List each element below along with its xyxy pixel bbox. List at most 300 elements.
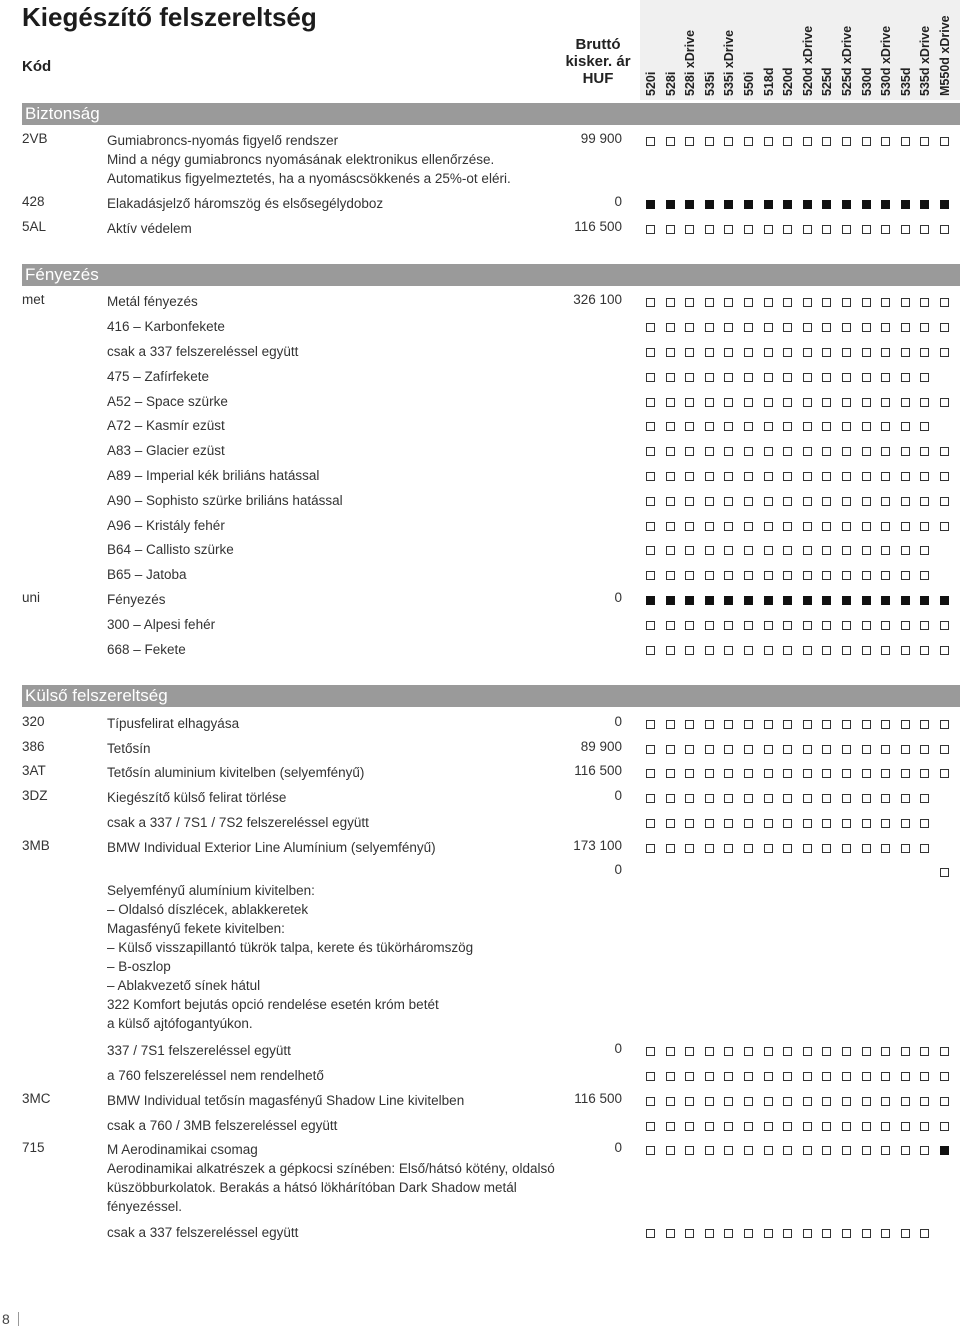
optional-mark — [724, 373, 733, 382]
availability-marks — [640, 788, 960, 807]
optional-mark — [705, 745, 714, 754]
option-description: Metál fényezés — [107, 294, 198, 309]
optional-mark — [901, 1047, 910, 1056]
optional-mark — [705, 373, 714, 382]
color-option: A52 – Space szürke — [107, 394, 228, 409]
optional-mark — [666, 769, 675, 778]
availability-marks — [640, 491, 960, 510]
color-option: csak a 337 felszereléssel együtt — [107, 344, 299, 359]
availability-marks — [640, 590, 960, 609]
optional-mark — [803, 794, 812, 803]
optional-mark — [724, 571, 733, 580]
optional-mark — [783, 497, 792, 506]
standard-mark — [822, 596, 831, 605]
optional-mark — [862, 1146, 871, 1155]
section-bar-biztonsag — [22, 103, 960, 125]
optional-mark — [705, 497, 714, 506]
optional-mark — [724, 1122, 733, 1131]
optional-mark — [685, 720, 694, 729]
optional-mark — [685, 819, 694, 828]
optional-mark — [744, 472, 753, 481]
optional-mark — [705, 137, 714, 146]
optional-mark — [705, 298, 714, 307]
optional-mark — [862, 646, 871, 655]
optional-mark — [901, 1122, 910, 1131]
optional-mark — [920, 1072, 929, 1081]
optional-mark — [940, 398, 949, 407]
optional-mark — [783, 819, 792, 828]
optional-mark — [920, 546, 929, 555]
optional-mark — [822, 323, 831, 332]
optional-mark — [783, 1122, 792, 1131]
optional-mark — [744, 621, 753, 630]
optional-mark — [764, 323, 773, 332]
optional-mark — [881, 447, 890, 456]
optional-mark — [705, 546, 714, 555]
optional-mark — [764, 225, 773, 234]
optional-mark — [862, 137, 871, 146]
optional-mark — [822, 571, 831, 580]
optional-mark — [901, 1146, 910, 1155]
optional-mark — [724, 794, 733, 803]
optional-mark — [862, 745, 871, 754]
standard-mark — [901, 596, 910, 605]
optional-mark — [803, 225, 812, 234]
section-title: Külső felszereltség — [25, 686, 168, 705]
option-description: Fényezés — [107, 592, 166, 607]
optional-mark — [862, 546, 871, 555]
optional-mark — [842, 621, 851, 630]
optional-mark — [940, 323, 949, 332]
optional-mark — [822, 745, 831, 754]
optional-mark — [940, 1122, 949, 1131]
optional-mark — [881, 1072, 890, 1081]
optional-mark — [724, 225, 733, 234]
option-price: 0 — [614, 1140, 622, 1155]
optional-mark — [901, 720, 910, 729]
availability-marks — [640, 739, 960, 758]
optional-mark — [940, 1047, 949, 1056]
optional-mark — [842, 844, 851, 853]
optional-mark — [901, 1229, 910, 1238]
optional-mark — [881, 348, 890, 357]
optional-mark — [705, 769, 714, 778]
optional-mark — [901, 298, 910, 307]
optional-mark — [822, 621, 831, 630]
optional-mark — [881, 745, 890, 754]
availability-marks — [640, 1223, 960, 1242]
standard-mark — [685, 200, 694, 209]
standard-mark — [862, 200, 871, 209]
optional-mark — [940, 298, 949, 307]
optional-mark — [744, 819, 753, 828]
option-description: Kiegészítő külső felirat törlése — [107, 790, 287, 805]
optional-mark — [881, 844, 890, 853]
optional-mark — [666, 1229, 675, 1238]
optional-mark — [901, 373, 910, 382]
optional-mark — [901, 794, 910, 803]
optional-mark — [724, 398, 733, 407]
optional-mark — [862, 1229, 871, 1238]
availability-marks — [640, 131, 960, 150]
optional-mark — [842, 1229, 851, 1238]
standard-mark — [842, 200, 851, 209]
optional-mark — [920, 1047, 929, 1056]
optional-mark — [862, 472, 871, 481]
optional-mark — [842, 1047, 851, 1056]
price-header-line: kisker. ár — [565, 53, 631, 70]
optional-mark — [705, 225, 714, 234]
optional-mark — [842, 720, 851, 729]
optional-mark — [724, 298, 733, 307]
optional-mark — [685, 745, 694, 754]
optional-mark — [920, 497, 929, 506]
optional-mark — [646, 522, 655, 531]
standard-mark — [646, 200, 655, 209]
optional-mark — [862, 373, 871, 382]
optional-mark — [685, 1122, 694, 1131]
optional-mark — [705, 472, 714, 481]
optional-mark — [685, 1097, 694, 1106]
optional-mark — [803, 546, 812, 555]
optional-mark — [764, 472, 773, 481]
optional-mark — [744, 1097, 753, 1106]
optional-mark — [901, 323, 910, 332]
optional-mark — [901, 1097, 910, 1106]
standard-mark — [862, 596, 871, 605]
optional-mark — [705, 720, 714, 729]
optional-mark — [666, 373, 675, 382]
option-code: 428 — [22, 194, 45, 209]
optional-mark — [666, 447, 675, 456]
optional-mark — [901, 348, 910, 357]
availability-marks — [640, 714, 960, 733]
optional-mark — [881, 422, 890, 431]
availability-marks — [640, 615, 960, 634]
optional-mark — [646, 546, 655, 555]
optional-mark — [724, 137, 733, 146]
optional-mark — [744, 348, 753, 357]
availability-marks — [640, 516, 960, 535]
optional-mark — [666, 720, 675, 729]
optional-mark — [666, 472, 675, 481]
optional-mark — [862, 348, 871, 357]
optional-mark — [842, 1097, 851, 1106]
optional-mark — [940, 745, 949, 754]
availability-marks — [640, 565, 960, 584]
optional-mark — [764, 819, 773, 828]
optional-mark — [783, 844, 792, 853]
optional-mark — [881, 571, 890, 580]
optional-mark — [783, 646, 792, 655]
optional-mark — [666, 1072, 675, 1081]
optional-mark — [783, 323, 792, 332]
optional-mark — [842, 137, 851, 146]
availability-marks — [640, 441, 960, 460]
availability-marks — [640, 838, 960, 857]
option-code: 3MB — [22, 838, 50, 853]
optional-mark — [881, 137, 890, 146]
page-number-divider — [18, 1312, 19, 1326]
optional-mark — [822, 720, 831, 729]
code-column-header: Kód — [22, 58, 52, 75]
color-option: B64 – Callisto szürke — [107, 542, 234, 557]
optional-mark — [685, 1229, 694, 1238]
model-column-header: 535i xDrive — [722, 29, 737, 96]
optional-mark — [724, 497, 733, 506]
optional-mark — [685, 844, 694, 853]
optional-mark — [842, 819, 851, 828]
optional-mark — [705, 646, 714, 655]
optional-mark — [685, 1047, 694, 1056]
option-note: Mind a négy gumiabroncs nyomásának elektronikus ellenőrzése. Automatikus figyelmeztetés, ha a nyomáscsökkenés a 25%-ot eléri. — [107, 152, 511, 186]
optional-mark — [842, 646, 851, 655]
optional-mark — [862, 323, 871, 332]
optional-mark — [901, 497, 910, 506]
optional-mark — [920, 1146, 929, 1155]
optional-mark — [646, 497, 655, 506]
optional-mark — [666, 546, 675, 555]
option-price: 326 100 — [573, 292, 622, 307]
optional-mark — [724, 1229, 733, 1238]
optional-mark — [744, 447, 753, 456]
optional-mark — [685, 646, 694, 655]
optional-mark — [920, 571, 929, 580]
optional-mark — [764, 497, 773, 506]
model-column-header: 550i — [742, 71, 756, 96]
optional-mark — [666, 522, 675, 531]
optional-mark — [822, 1072, 831, 1081]
page-title: Kiegészítő felszereltség — [22, 2, 317, 32]
option-description: Elakadásjelző háromszög és elsősegélydoboz — [107, 196, 384, 211]
optional-mark — [940, 1097, 949, 1106]
option-condition: csak a 337 felszereléssel együtt — [107, 1225, 299, 1240]
optional-mark — [920, 745, 929, 754]
option-price: 0 — [614, 788, 622, 803]
optional-mark — [764, 844, 773, 853]
optional-mark — [901, 769, 910, 778]
optional-mark — [646, 225, 655, 234]
optional-mark — [803, 472, 812, 481]
optional-mark — [881, 1047, 890, 1056]
optional-mark — [666, 1146, 675, 1155]
option-code: 320 — [22, 714, 45, 729]
optional-mark — [803, 1072, 812, 1081]
optional-mark — [764, 571, 773, 580]
optional-mark — [705, 1047, 714, 1056]
optional-mark — [920, 137, 929, 146]
optional-mark — [803, 447, 812, 456]
option-condition: csak a 337 / 7S1 / 7S2 felszereléssel együtt — [107, 815, 369, 830]
optional-mark — [783, 720, 792, 729]
optional-mark — [842, 1122, 851, 1131]
optional-mark — [822, 1097, 831, 1106]
optional-mark — [646, 1047, 655, 1056]
option-description: BMW Individual tetősín magasfényű Shadow Line kivitelben — [107, 1093, 465, 1108]
optional-mark — [920, 646, 929, 655]
optional-mark — [666, 621, 675, 630]
optional-mark — [920, 323, 929, 332]
optional-mark — [724, 546, 733, 555]
optional-mark — [744, 1072, 753, 1081]
optional-mark — [666, 844, 675, 853]
color-option: A96 – Kristály fehér — [107, 518, 225, 533]
color-option: A83 – Glacier ezüst — [107, 443, 225, 458]
optional-mark — [920, 1229, 929, 1238]
optional-mark — [822, 1229, 831, 1238]
optional-mark — [822, 225, 831, 234]
optional-mark — [862, 298, 871, 307]
optional-mark — [842, 323, 851, 332]
optional-mark — [724, 1146, 733, 1155]
optional-mark — [901, 137, 910, 146]
optional-mark — [744, 298, 753, 307]
optional-mark — [646, 348, 655, 357]
optional-mark — [764, 348, 773, 357]
optional-mark — [940, 720, 949, 729]
optional-mark — [764, 1097, 773, 1106]
optional-mark — [705, 1097, 714, 1106]
optional-mark — [920, 1097, 929, 1106]
standard-mark — [764, 596, 773, 605]
availability-marks — [640, 194, 960, 213]
optional-mark — [803, 819, 812, 828]
optional-mark — [666, 571, 675, 580]
standard-mark — [783, 596, 792, 605]
optional-mark — [803, 769, 812, 778]
optional-mark — [881, 225, 890, 234]
optional-mark — [822, 844, 831, 853]
option-description: Gumiabroncs-nyomás figyelő rendszer — [107, 133, 339, 148]
optional-mark — [881, 1146, 890, 1155]
optional-mark — [646, 1146, 655, 1155]
standard-mark — [724, 200, 733, 209]
optional-mark — [862, 522, 871, 531]
optional-mark — [920, 348, 929, 357]
optional-mark — [881, 298, 890, 307]
optional-mark — [666, 137, 675, 146]
optional-mark — [685, 794, 694, 803]
optional-mark — [901, 422, 910, 431]
optional-mark — [744, 522, 753, 531]
optional-mark — [862, 422, 871, 431]
optional-mark — [822, 794, 831, 803]
optional-mark — [901, 1072, 910, 1081]
optional-mark — [724, 819, 733, 828]
model-column-header: 520i — [644, 71, 658, 96]
optional-mark — [685, 298, 694, 307]
optional-mark — [705, 571, 714, 580]
optional-mark — [783, 1146, 792, 1155]
optional-mark — [822, 546, 831, 555]
standard-mark — [920, 596, 929, 605]
standard-mark — [666, 200, 675, 209]
optional-mark — [842, 298, 851, 307]
optional-mark — [842, 348, 851, 357]
optional-mark — [881, 1229, 890, 1238]
optional-mark — [842, 571, 851, 580]
standard-mark — [940, 200, 949, 209]
optional-mark — [783, 1072, 792, 1081]
optional-mark — [920, 225, 929, 234]
optional-mark — [744, 497, 753, 506]
optional-mark — [862, 447, 871, 456]
price-header-line: Bruttó — [575, 36, 621, 53]
optional-mark — [940, 137, 949, 146]
optional-mark — [901, 745, 910, 754]
option-price: 116 500 — [574, 1091, 622, 1106]
optional-mark — [920, 522, 929, 531]
option-condition: 337 / 7S1 felszereléssel együtt — [107, 1043, 291, 1058]
optional-mark — [822, 819, 831, 828]
optional-mark — [764, 646, 773, 655]
optional-mark — [764, 398, 773, 407]
optional-mark — [822, 447, 831, 456]
standard-mark — [822, 200, 831, 209]
optional-mark — [646, 646, 655, 655]
optional-mark — [666, 819, 675, 828]
optional-mark — [724, 472, 733, 481]
availability-marks — [640, 540, 960, 559]
optional-mark — [666, 745, 675, 754]
model-column-header: 530d xDrive — [879, 25, 894, 96]
optional-mark — [744, 571, 753, 580]
optional-mark — [666, 422, 675, 431]
optional-mark — [744, 794, 753, 803]
optional-mark — [646, 422, 655, 431]
model-column-header: 520d — [781, 67, 796, 96]
model-column-header: 528i — [663, 71, 678, 96]
optional-mark — [685, 323, 694, 332]
model-column-header: 518d — [761, 67, 776, 96]
standard-mark — [705, 596, 714, 605]
optional-mark — [783, 348, 792, 357]
optional-mark — [744, 546, 753, 555]
optional-mark — [842, 522, 851, 531]
optional-mark — [783, 571, 792, 580]
optional-mark — [822, 137, 831, 146]
optional-mark — [685, 137, 694, 146]
optional-mark — [783, 1047, 792, 1056]
optional-mark — [646, 745, 655, 754]
optional-mark — [881, 472, 890, 481]
optional-mark — [803, 646, 812, 655]
optional-mark — [783, 398, 792, 407]
optional-mark — [764, 794, 773, 803]
optional-mark — [744, 1122, 753, 1131]
optional-mark — [842, 422, 851, 431]
optional-mark — [724, 621, 733, 630]
optional-mark — [822, 1047, 831, 1056]
optional-mark — [646, 720, 655, 729]
optional-mark — [783, 769, 792, 778]
optional-mark — [901, 546, 910, 555]
optional-mark — [901, 621, 910, 630]
optional-mark — [803, 844, 812, 853]
optional-mark — [705, 348, 714, 357]
availability-marks — [640, 342, 960, 361]
optional-mark — [685, 621, 694, 630]
optional-mark — [862, 794, 871, 803]
availability-marks — [640, 763, 960, 782]
optional-mark — [764, 745, 773, 754]
optional-mark — [685, 422, 694, 431]
optional-mark — [685, 1072, 694, 1081]
model-column-header: 525d xDrive — [840, 25, 854, 96]
optional-mark — [842, 546, 851, 555]
optional-mark — [646, 794, 655, 803]
price-column-header — [555, 36, 641, 87]
